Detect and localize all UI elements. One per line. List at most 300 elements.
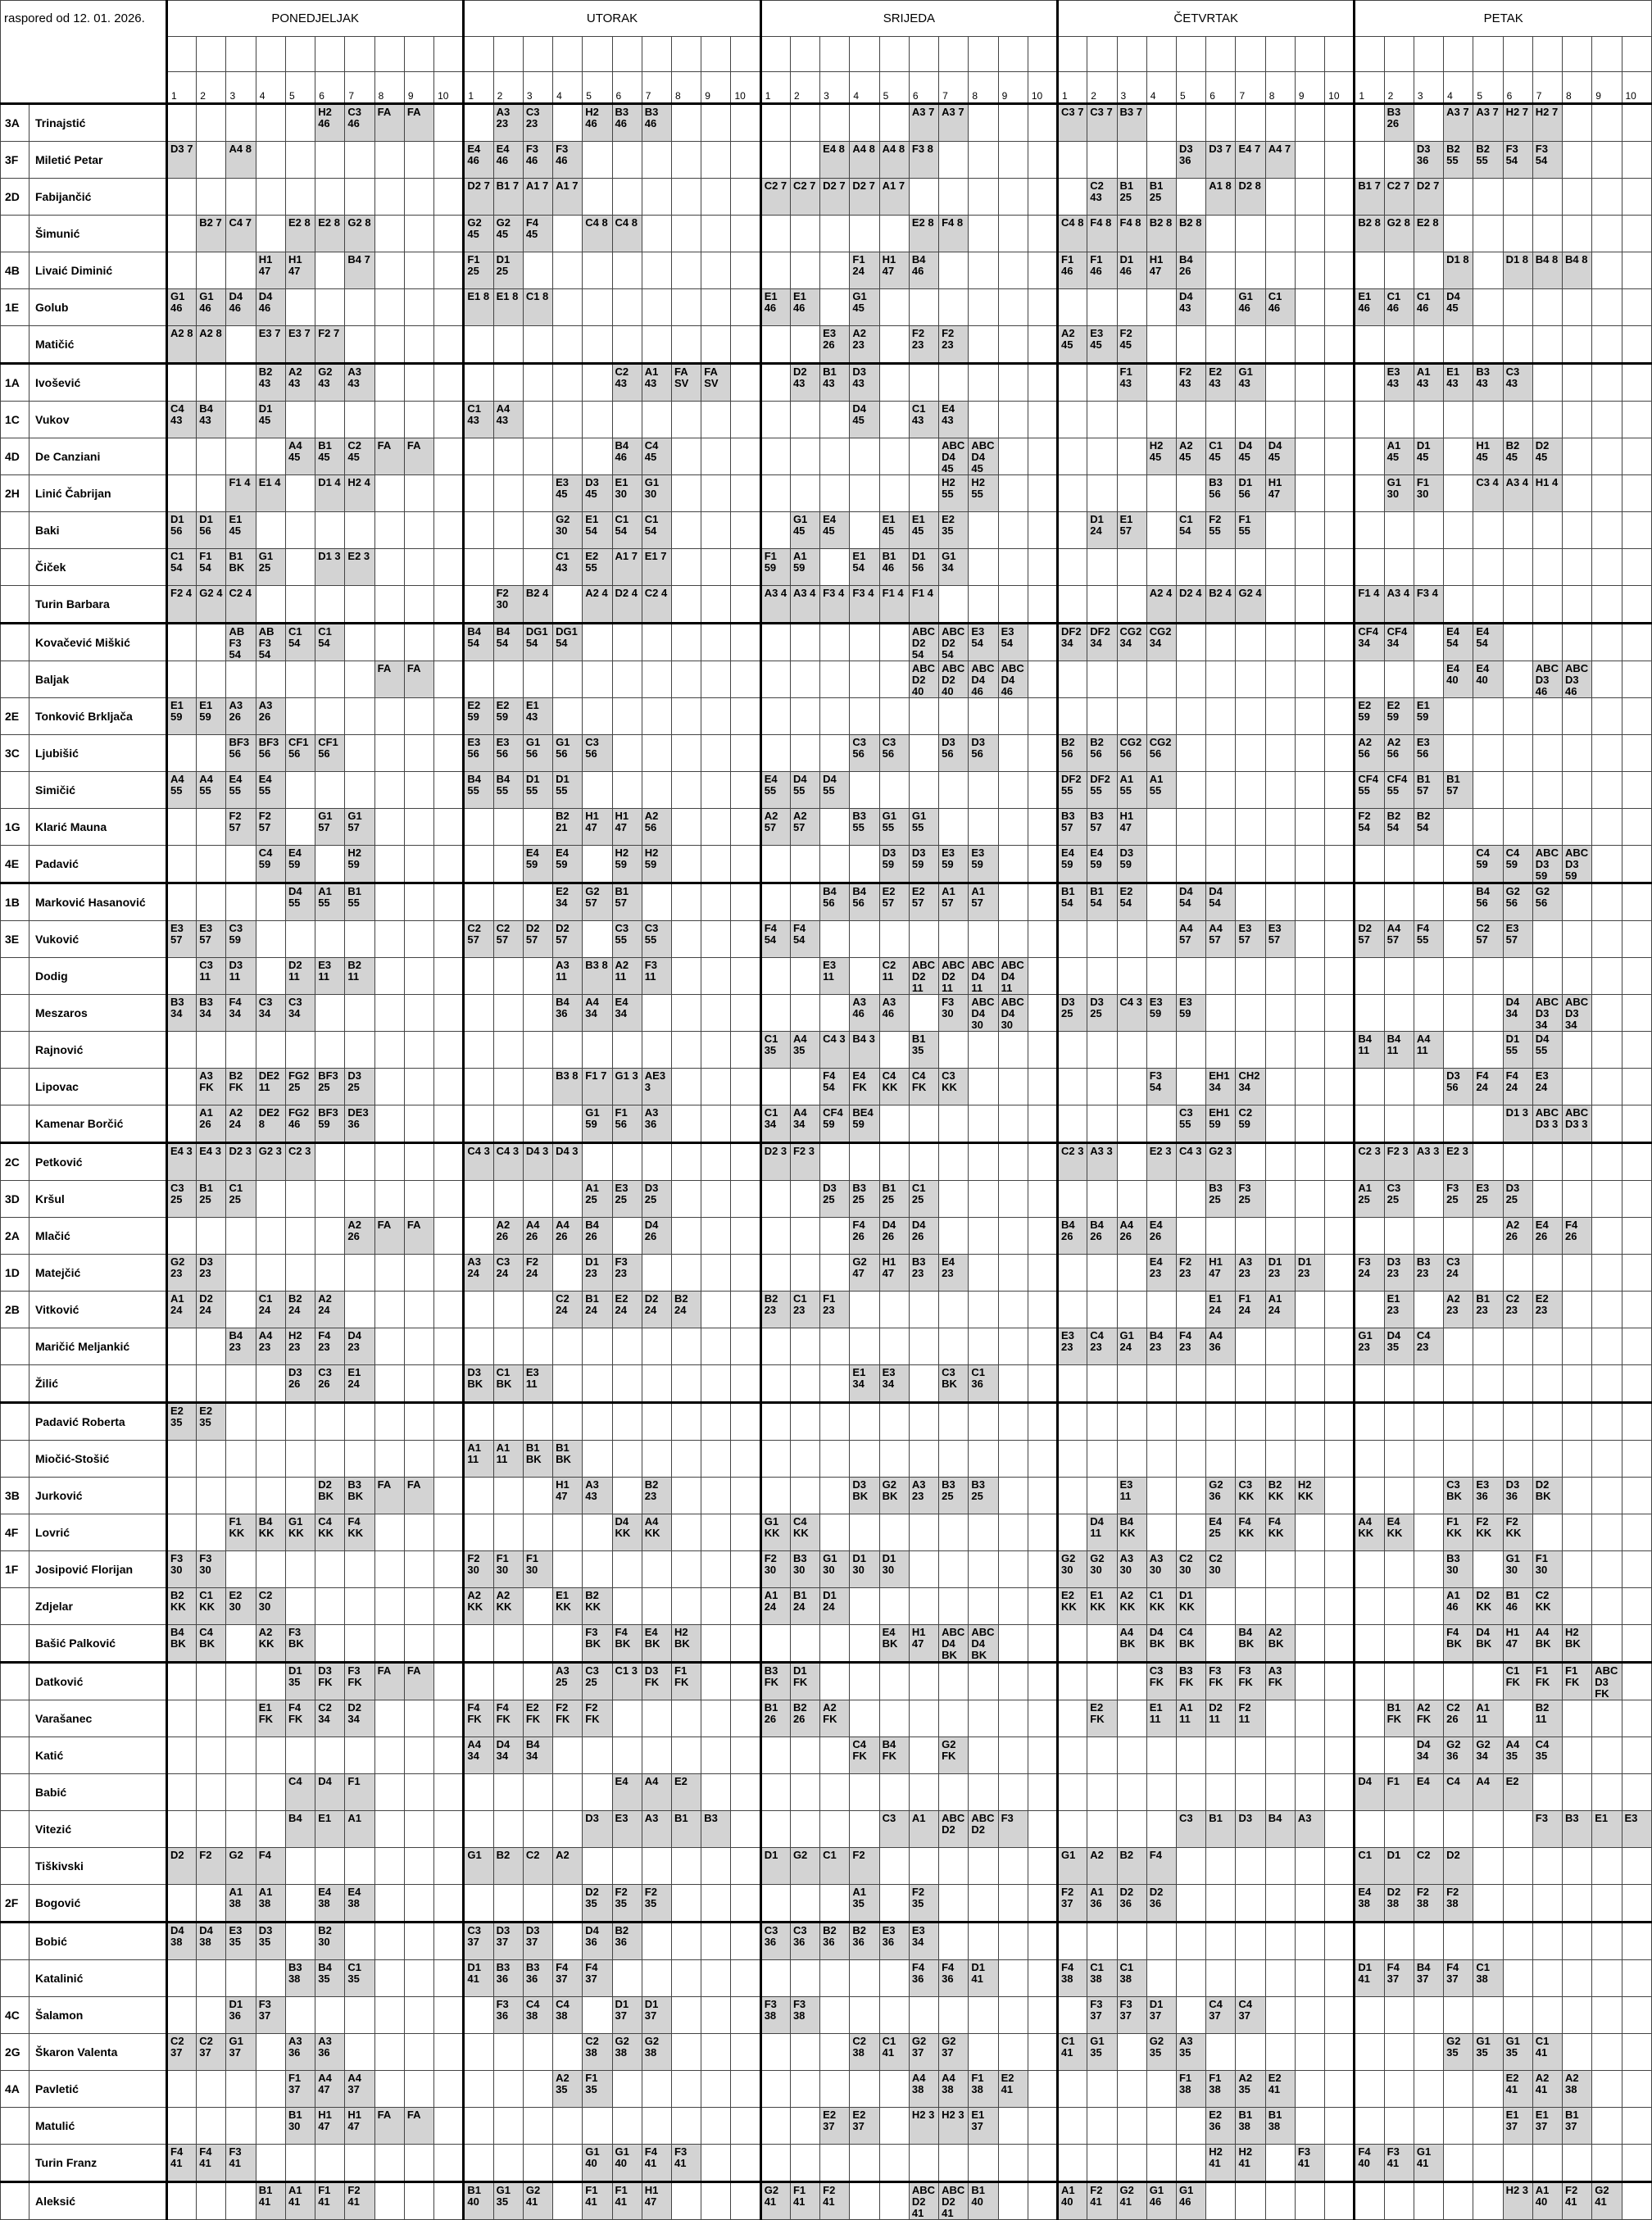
empty-slot[interactable] bbox=[493, 1663, 523, 1700]
empty-slot[interactable] bbox=[464, 1403, 493, 1441]
lesson-cell[interactable] bbox=[285, 438, 315, 475]
empty-slot[interactable] bbox=[1028, 512, 1057, 549]
lesson-cell[interactable] bbox=[345, 1811, 374, 1848]
empty-slot[interactable] bbox=[523, 512, 552, 549]
lesson-cell[interactable] bbox=[197, 1255, 226, 1292]
empty-slot[interactable] bbox=[1355, 661, 1384, 698]
empty-slot[interactable] bbox=[1295, 1923, 1324, 1960]
empty-slot[interactable] bbox=[1295, 512, 1324, 549]
lesson-cell[interactable] bbox=[226, 624, 256, 661]
empty-slot[interactable] bbox=[1592, 1923, 1622, 1960]
empty-slot[interactable] bbox=[523, 883, 552, 921]
empty-slot[interactable] bbox=[1206, 1885, 1236, 1923]
empty-slot[interactable] bbox=[1325, 958, 1355, 995]
empty-slot[interactable] bbox=[404, 2145, 433, 2182]
empty-slot[interactable] bbox=[1563, 1069, 1592, 1105]
empty-slot[interactable] bbox=[642, 1403, 671, 1441]
empty-slot[interactable] bbox=[1325, 252, 1355, 289]
empty-slot[interactable] bbox=[285, 512, 315, 549]
empty-slot[interactable] bbox=[1355, 1811, 1384, 1848]
empty-slot[interactable] bbox=[1295, 326, 1324, 364]
lesson-cell[interactable] bbox=[820, 883, 850, 921]
empty-slot[interactable] bbox=[1206, 1737, 1236, 1774]
empty-slot[interactable] bbox=[1265, 402, 1295, 438]
empty-slot[interactable] bbox=[760, 104, 790, 142]
empty-slot[interactable] bbox=[1325, 1365, 1355, 1403]
empty-slot[interactable] bbox=[404, 2071, 433, 2108]
lesson-cell[interactable] bbox=[1206, 1328, 1236, 1365]
empty-slot[interactable] bbox=[939, 1774, 969, 1811]
lesson-cell[interactable] bbox=[464, 1441, 493, 1478]
empty-slot[interactable] bbox=[1414, 2108, 1443, 2145]
lesson-cell[interactable] bbox=[583, 216, 612, 252]
lesson-cell[interactable] bbox=[909, 1885, 938, 1923]
lesson-cell[interactable] bbox=[197, 958, 226, 995]
empty-slot[interactable] bbox=[1444, 1365, 1473, 1403]
empty-slot[interactable] bbox=[760, 1403, 790, 1441]
lesson-cell[interactable] bbox=[1117, 1997, 1146, 2034]
empty-slot[interactable] bbox=[1325, 624, 1355, 661]
lesson-cell[interactable] bbox=[939, 958, 969, 995]
empty-slot[interactable] bbox=[1295, 1069, 1324, 1105]
empty-slot[interactable] bbox=[197, 1478, 226, 1514]
empty-slot[interactable] bbox=[1295, 661, 1324, 698]
empty-slot[interactable] bbox=[969, 364, 998, 402]
empty-slot[interactable] bbox=[523, 1774, 552, 1811]
empty-slot[interactable] bbox=[1473, 1551, 1503, 1588]
lesson-cell[interactable] bbox=[879, 1255, 909, 1292]
lesson-cell[interactable] bbox=[1355, 735, 1384, 772]
empty-slot[interactable] bbox=[434, 438, 464, 475]
lesson-cell[interactable] bbox=[285, 1811, 315, 1848]
lesson-cell[interactable] bbox=[493, 1960, 523, 1997]
empty-slot[interactable] bbox=[1622, 698, 1652, 735]
empty-slot[interactable] bbox=[1087, 1105, 1117, 1143]
lesson-cell[interactable] bbox=[1532, 1069, 1562, 1105]
empty-slot[interactable] bbox=[374, 1292, 404, 1328]
empty-slot[interactable] bbox=[998, 2108, 1028, 2145]
lesson-cell[interactable] bbox=[1176, 1255, 1205, 1292]
lesson-cell[interactable] bbox=[493, 289, 523, 326]
lesson-cell[interactable] bbox=[1087, 104, 1117, 142]
empty-slot[interactable] bbox=[731, 1403, 760, 1441]
lesson-cell[interactable] bbox=[1532, 1588, 1562, 1625]
lesson-cell[interactable] bbox=[939, 1737, 969, 1774]
empty-slot[interactable] bbox=[464, 326, 493, 364]
lesson-cell[interactable] bbox=[820, 1848, 850, 1885]
empty-slot[interactable] bbox=[701, 1105, 731, 1143]
empty-slot[interactable] bbox=[701, 1514, 731, 1551]
lesson-cell[interactable] bbox=[1473, 1774, 1503, 1811]
lesson-cell[interactable] bbox=[879, 1218, 909, 1255]
lesson-cell[interactable] bbox=[998, 958, 1028, 995]
empty-slot[interactable] bbox=[1058, 1811, 1087, 1848]
empty-slot[interactable] bbox=[612, 1218, 642, 1255]
lesson-cell[interactable] bbox=[1058, 252, 1087, 289]
empty-slot[interactable] bbox=[404, 1328, 433, 1365]
empty-slot[interactable] bbox=[760, 475, 790, 512]
empty-slot[interactable] bbox=[701, 995, 731, 1032]
lesson-cell[interactable] bbox=[1563, 252, 1592, 289]
empty-slot[interactable] bbox=[731, 216, 760, 252]
lesson-cell[interactable] bbox=[1117, 735, 1146, 772]
empty-slot[interactable] bbox=[256, 2034, 285, 2071]
empty-slot[interactable] bbox=[1087, 1625, 1117, 1663]
empty-slot[interactable] bbox=[167, 1737, 197, 1774]
empty-slot[interactable] bbox=[1532, 1848, 1562, 1885]
empty-slot[interactable] bbox=[879, 326, 909, 364]
empty-slot[interactable] bbox=[1622, 289, 1652, 326]
empty-slot[interactable] bbox=[374, 1774, 404, 1811]
empty-slot[interactable] bbox=[969, 179, 998, 216]
lesson-cell[interactable] bbox=[909, 1478, 938, 1514]
empty-slot[interactable] bbox=[1414, 1181, 1443, 1218]
empty-slot[interactable] bbox=[701, 586, 731, 624]
empty-slot[interactable] bbox=[434, 1625, 464, 1663]
lesson-cell[interactable] bbox=[315, 1105, 345, 1143]
empty-slot[interactable] bbox=[760, 402, 790, 438]
empty-slot[interactable] bbox=[1206, 809, 1236, 846]
empty-slot[interactable] bbox=[434, 846, 464, 883]
empty-slot[interactable] bbox=[760, 1328, 790, 1365]
lesson-cell[interactable] bbox=[1444, 1960, 1473, 1997]
empty-slot[interactable] bbox=[642, 735, 671, 772]
empty-slot[interactable] bbox=[226, 1441, 256, 1478]
empty-slot[interactable] bbox=[434, 1885, 464, 1923]
empty-slot[interactable] bbox=[1622, 1181, 1652, 1218]
empty-slot[interactable] bbox=[464, 1069, 493, 1105]
empty-slot[interactable] bbox=[1117, 1365, 1146, 1403]
lesson-cell[interactable] bbox=[523, 1848, 552, 1885]
empty-slot[interactable] bbox=[820, 1811, 850, 1848]
lesson-cell[interactable] bbox=[672, 364, 701, 402]
empty-slot[interactable] bbox=[909, 1737, 938, 1774]
empty-slot[interactable] bbox=[315, 142, 345, 179]
empty-slot[interactable] bbox=[1592, 1478, 1622, 1514]
empty-slot[interactable] bbox=[1592, 1997, 1622, 2034]
empty-slot[interactable] bbox=[1592, 1885, 1622, 1923]
lesson-cell[interactable] bbox=[285, 1143, 315, 1181]
lesson-cell[interactable] bbox=[612, 216, 642, 252]
empty-slot[interactable] bbox=[464, 364, 493, 402]
empty-slot[interactable] bbox=[1058, 1069, 1087, 1105]
empty-slot[interactable] bbox=[1622, 1365, 1652, 1403]
lesson-cell[interactable] bbox=[820, 1551, 850, 1588]
empty-slot[interactable] bbox=[1176, 1514, 1205, 1551]
empty-slot[interactable] bbox=[1592, 586, 1622, 624]
empty-slot[interactable] bbox=[374, 364, 404, 402]
lesson-cell[interactable] bbox=[1532, 1663, 1562, 1700]
lesson-cell[interactable] bbox=[1444, 1143, 1473, 1181]
empty-slot[interactable] bbox=[523, 2071, 552, 2108]
lesson-cell[interactable] bbox=[285, 1069, 315, 1105]
lesson-cell[interactable] bbox=[553, 1218, 583, 1255]
empty-slot[interactable] bbox=[1058, 2071, 1087, 2108]
empty-slot[interactable] bbox=[1563, 549, 1592, 586]
empty-slot[interactable] bbox=[315, 586, 345, 624]
empty-slot[interactable] bbox=[345, 1923, 374, 1960]
empty-slot[interactable] bbox=[1295, 1143, 1324, 1181]
empty-slot[interactable] bbox=[998, 512, 1028, 549]
empty-slot[interactable] bbox=[998, 1143, 1028, 1181]
lesson-cell[interactable] bbox=[1117, 1625, 1146, 1663]
empty-slot[interactable] bbox=[256, 1478, 285, 1514]
lesson-cell[interactable] bbox=[701, 364, 731, 402]
lesson-cell[interactable] bbox=[850, 326, 879, 364]
empty-slot[interactable] bbox=[197, 475, 226, 512]
empty-slot[interactable] bbox=[1355, 958, 1384, 995]
lesson-cell[interactable] bbox=[879, 809, 909, 846]
empty-slot[interactable] bbox=[1176, 549, 1205, 586]
lesson-cell[interactable] bbox=[879, 252, 909, 289]
empty-slot[interactable] bbox=[464, 1514, 493, 1551]
lesson-cell[interactable] bbox=[1384, 1328, 1414, 1365]
empty-slot[interactable] bbox=[1087, 1365, 1117, 1403]
empty-slot[interactable] bbox=[1622, 809, 1652, 846]
lesson-cell[interactable] bbox=[909, 2034, 938, 2071]
lesson-cell[interactable] bbox=[642, 1181, 671, 1218]
empty-slot[interactable] bbox=[523, 475, 552, 512]
lesson-cell[interactable] bbox=[583, 1105, 612, 1143]
empty-slot[interactable] bbox=[1503, 1923, 1532, 1960]
empty-slot[interactable] bbox=[1146, 289, 1176, 326]
empty-slot[interactable] bbox=[969, 809, 998, 846]
empty-slot[interactable] bbox=[1592, 512, 1622, 549]
empty-slot[interactable] bbox=[345, 1181, 374, 1218]
empty-slot[interactable] bbox=[523, 661, 552, 698]
empty-slot[interactable] bbox=[434, 1069, 464, 1105]
empty-slot[interactable] bbox=[1563, 772, 1592, 809]
lesson-cell[interactable] bbox=[256, 289, 285, 326]
lesson-cell[interactable] bbox=[1473, 1292, 1503, 1328]
empty-slot[interactable] bbox=[1236, 1774, 1265, 1811]
lesson-cell[interactable] bbox=[1117, 624, 1146, 661]
empty-slot[interactable] bbox=[612, 289, 642, 326]
empty-slot[interactable] bbox=[820, 1365, 850, 1403]
empty-slot[interactable] bbox=[374, 1328, 404, 1365]
lesson-cell[interactable] bbox=[345, 958, 374, 995]
empty-slot[interactable] bbox=[1503, 1441, 1532, 1478]
empty-slot[interactable] bbox=[1206, 216, 1236, 252]
empty-slot[interactable] bbox=[1206, 1923, 1236, 1960]
lesson-cell[interactable] bbox=[760, 1588, 790, 1625]
lesson-cell[interactable] bbox=[226, 1328, 256, 1365]
empty-slot[interactable] bbox=[374, 1700, 404, 1737]
empty-slot[interactable] bbox=[1592, 402, 1622, 438]
empty-slot[interactable] bbox=[1265, 1328, 1295, 1365]
lesson-cell[interactable] bbox=[1444, 1737, 1473, 1774]
lesson-cell[interactable] bbox=[939, 1365, 969, 1403]
empty-slot[interactable] bbox=[939, 1885, 969, 1923]
empty-slot[interactable] bbox=[1058, 402, 1087, 438]
empty-slot[interactable] bbox=[167, 1700, 197, 1737]
lesson-cell[interactable] bbox=[879, 512, 909, 549]
lesson-cell[interactable] bbox=[197, 1625, 226, 1663]
empty-slot[interactable] bbox=[464, 1032, 493, 1069]
empty-slot[interactable] bbox=[226, 1737, 256, 1774]
empty-slot[interactable] bbox=[1563, 883, 1592, 921]
empty-slot[interactable] bbox=[1087, 438, 1117, 475]
empty-slot[interactable] bbox=[612, 1441, 642, 1478]
empty-slot[interactable] bbox=[285, 1848, 315, 1885]
empty-slot[interactable] bbox=[969, 1588, 998, 1625]
lesson-cell[interactable] bbox=[256, 1923, 285, 1960]
empty-slot[interactable] bbox=[1295, 1328, 1324, 1365]
empty-slot[interactable] bbox=[1117, 921, 1146, 958]
lesson-cell[interactable] bbox=[1355, 772, 1384, 809]
empty-slot[interactable] bbox=[1206, 1960, 1236, 1997]
empty-slot[interactable] bbox=[1355, 1218, 1384, 1255]
lesson-cell[interactable] bbox=[612, 1292, 642, 1328]
lesson-cell[interactable] bbox=[226, 1105, 256, 1143]
lesson-cell[interactable] bbox=[1058, 772, 1087, 809]
lesson-cell[interactable] bbox=[1532, 438, 1562, 475]
empty-slot[interactable] bbox=[998, 1885, 1028, 1923]
empty-slot[interactable] bbox=[1384, 1069, 1414, 1105]
empty-slot[interactable] bbox=[1295, 1960, 1324, 1997]
lesson-cell[interactable] bbox=[820, 512, 850, 549]
empty-slot[interactable] bbox=[1592, 1255, 1622, 1292]
empty-slot[interactable] bbox=[1355, 1403, 1384, 1441]
empty-slot[interactable] bbox=[939, 1663, 969, 1700]
empty-slot[interactable] bbox=[1087, 1774, 1117, 1811]
empty-slot[interactable] bbox=[1295, 1181, 1324, 1218]
empty-slot[interactable] bbox=[1206, 326, 1236, 364]
lesson-cell[interactable] bbox=[1058, 1328, 1087, 1365]
empty-slot[interactable] bbox=[1414, 661, 1443, 698]
empty-slot[interactable] bbox=[1503, 216, 1532, 252]
empty-slot[interactable] bbox=[701, 1551, 731, 1588]
empty-slot[interactable] bbox=[1444, 958, 1473, 995]
lesson-cell[interactable] bbox=[1414, 438, 1443, 475]
empty-slot[interactable] bbox=[1087, 1069, 1117, 1105]
empty-slot[interactable] bbox=[1325, 1105, 1355, 1143]
empty-slot[interactable] bbox=[434, 2108, 464, 2145]
empty-slot[interactable] bbox=[1028, 809, 1057, 846]
empty-slot[interactable] bbox=[701, 252, 731, 289]
empty-slot[interactable] bbox=[1444, 2071, 1473, 2108]
lesson-cell[interactable] bbox=[909, 2071, 938, 2108]
empty-slot[interactable] bbox=[1325, 1923, 1355, 1960]
empty-slot[interactable] bbox=[1532, 402, 1562, 438]
empty-slot[interactable] bbox=[879, 216, 909, 252]
empty-slot[interactable] bbox=[1295, 698, 1324, 735]
empty-slot[interactable] bbox=[434, 1700, 464, 1737]
empty-slot[interactable] bbox=[464, 586, 493, 624]
lesson-cell[interactable] bbox=[167, 772, 197, 809]
empty-slot[interactable] bbox=[998, 772, 1028, 809]
lesson-cell[interactable] bbox=[1384, 1143, 1414, 1181]
empty-slot[interactable] bbox=[672, 735, 701, 772]
empty-slot[interactable] bbox=[404, 1181, 433, 1218]
lesson-cell[interactable] bbox=[315, 1960, 345, 1997]
lesson-cell[interactable] bbox=[760, 289, 790, 326]
empty-slot[interactable] bbox=[1236, 216, 1265, 252]
empty-slot[interactable] bbox=[879, 698, 909, 735]
empty-slot[interactable] bbox=[701, 1663, 731, 1700]
lesson-cell[interactable] bbox=[612, 1774, 642, 1811]
empty-slot[interactable] bbox=[197, 2071, 226, 2108]
lesson-cell[interactable] bbox=[1414, 289, 1443, 326]
lesson-cell[interactable] bbox=[1563, 1811, 1592, 1848]
empty-slot[interactable] bbox=[1355, 1737, 1384, 1774]
empty-slot[interactable] bbox=[434, 1218, 464, 1255]
empty-slot[interactable] bbox=[1176, 1292, 1205, 1328]
empty-slot[interactable] bbox=[939, 179, 969, 216]
empty-slot[interactable] bbox=[731, 624, 760, 661]
lesson-cell[interactable] bbox=[850, 402, 879, 438]
empty-slot[interactable] bbox=[820, 624, 850, 661]
lesson-cell[interactable] bbox=[1563, 1218, 1592, 1255]
empty-slot[interactable] bbox=[850, 1514, 879, 1551]
empty-slot[interactable] bbox=[285, 1551, 315, 1588]
lesson-cell[interactable] bbox=[167, 1551, 197, 1588]
lesson-cell[interactable] bbox=[167, 402, 197, 438]
empty-slot[interactable] bbox=[285, 402, 315, 438]
empty-slot[interactable] bbox=[1622, 1848, 1652, 1885]
lesson-cell[interactable] bbox=[1146, 1551, 1176, 1588]
empty-slot[interactable] bbox=[969, 1181, 998, 1218]
empty-slot[interactable] bbox=[760, 846, 790, 883]
empty-slot[interactable] bbox=[760, 1255, 790, 1292]
lesson-cell[interactable] bbox=[1444, 1885, 1473, 1923]
empty-slot[interactable] bbox=[909, 1365, 938, 1403]
lesson-cell[interactable] bbox=[464, 698, 493, 735]
empty-slot[interactable] bbox=[197, 142, 226, 179]
empty-slot[interactable] bbox=[1414, 1811, 1443, 1848]
empty-slot[interactable] bbox=[345, 586, 374, 624]
empty-slot[interactable] bbox=[701, 2145, 731, 2182]
empty-slot[interactable] bbox=[1058, 958, 1087, 995]
lesson-cell[interactable] bbox=[1058, 846, 1087, 883]
empty-slot[interactable] bbox=[1444, 1403, 1473, 1441]
empty-slot[interactable] bbox=[612, 1328, 642, 1365]
empty-slot[interactable] bbox=[1058, 364, 1087, 402]
empty-slot[interactable] bbox=[1295, 1514, 1324, 1551]
empty-slot[interactable] bbox=[167, 1441, 197, 1478]
empty-slot[interactable] bbox=[464, 1885, 493, 1923]
lesson-cell[interactable] bbox=[1058, 2182, 1087, 2220]
lesson-cell[interactable] bbox=[1355, 1143, 1384, 1181]
lesson-cell[interactable] bbox=[1384, 1774, 1414, 1811]
empty-slot[interactable] bbox=[1592, 2145, 1622, 2182]
empty-slot[interactable] bbox=[1176, 326, 1205, 364]
empty-slot[interactable] bbox=[404, 142, 433, 179]
lesson-cell[interactable] bbox=[642, 1774, 671, 1811]
empty-slot[interactable] bbox=[909, 1105, 938, 1143]
lesson-cell[interactable] bbox=[197, 1923, 226, 1960]
empty-slot[interactable] bbox=[374, 2071, 404, 2108]
lesson-cell[interactable] bbox=[642, 512, 671, 549]
empty-slot[interactable] bbox=[642, 1365, 671, 1403]
empty-slot[interactable] bbox=[285, 179, 315, 216]
empty-slot[interactable] bbox=[701, 475, 731, 512]
empty-slot[interactable] bbox=[167, 1885, 197, 1923]
empty-slot[interactable] bbox=[167, 1478, 197, 1514]
empty-slot[interactable] bbox=[1236, 1737, 1265, 1774]
lesson-cell[interactable] bbox=[1444, 142, 1473, 179]
lesson-cell[interactable] bbox=[790, 1143, 819, 1181]
empty-slot[interactable] bbox=[434, 364, 464, 402]
empty-slot[interactable] bbox=[583, 289, 612, 326]
lesson-cell[interactable] bbox=[820, 1069, 850, 1105]
empty-slot[interactable] bbox=[493, 1625, 523, 1663]
lesson-cell[interactable] bbox=[167, 698, 197, 735]
empty-slot[interactable] bbox=[612, 1960, 642, 1997]
lesson-cell[interactable] bbox=[879, 179, 909, 216]
lesson-cell[interactable] bbox=[1414, 1885, 1443, 1923]
empty-slot[interactable] bbox=[1592, 1365, 1622, 1403]
